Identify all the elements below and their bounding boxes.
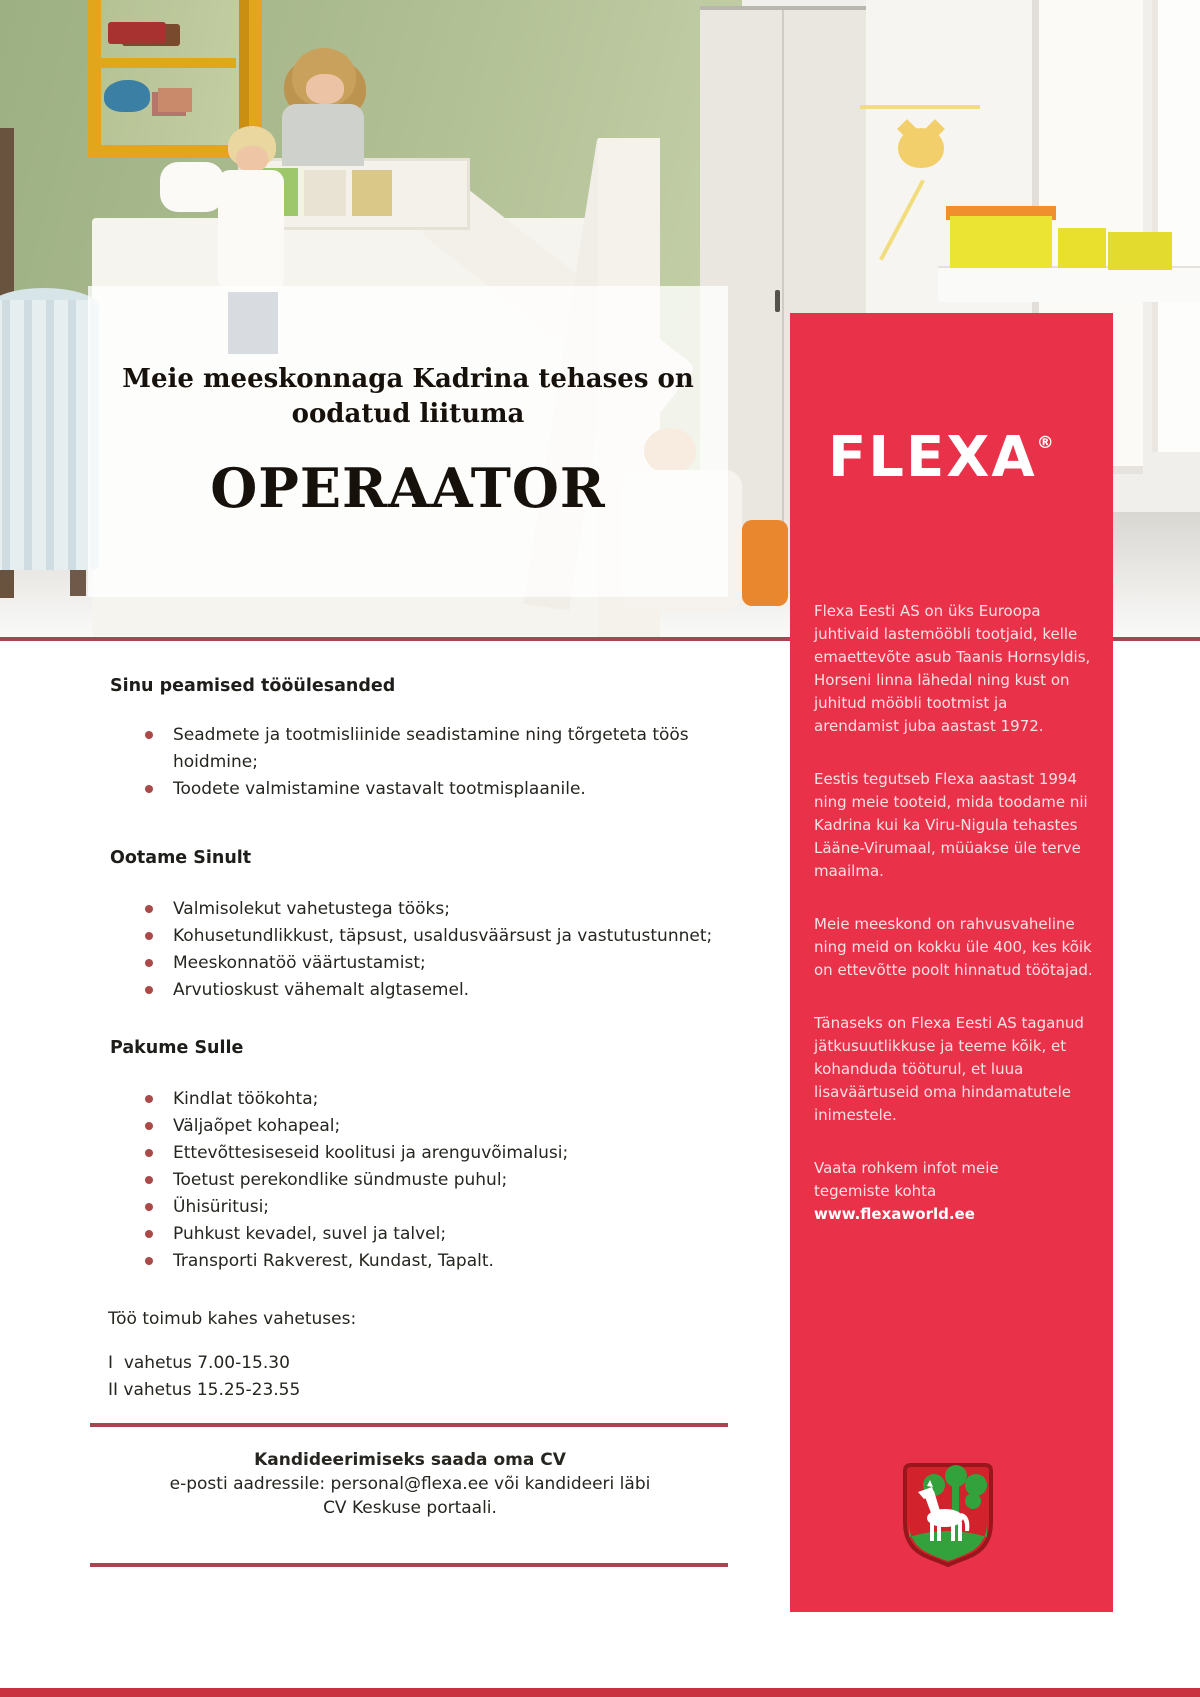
shift-1: I vahetus 7.00-15.30	[108, 1353, 290, 1373]
picture-book	[304, 170, 346, 216]
list-item: Ühisüritusi;	[90, 1194, 740, 1221]
cta-line2: tegemiste kohta	[814, 1182, 937, 1200]
list-item: Toetust perekondlike sündmuste puhul;	[90, 1167, 740, 1194]
shifts-title: Töö toimub kahes vahetuses:	[108, 1309, 357, 1329]
flexa-logo-text: FLEXA	[828, 425, 1037, 490]
storage-box	[1058, 228, 1106, 268]
pillow	[160, 162, 224, 212]
sidebar-paragraph: Meie meeskond on rahvusvaheline ning meid on kokku üle 400, kes kõik on ettevõtte poolt hinnatud töötajad.	[814, 915, 1093, 979]
shifts-block	[90, 1350, 740, 1404]
apply-title: Kandideerimiseks saada oma CV	[254, 1450, 566, 1470]
list-item: Seadmete ja tootmisliinide seadistamine ning tõrgeteta töös hoidmine;	[90, 722, 740, 776]
wardrobe-handle	[775, 290, 780, 312]
red-sidebar	[790, 313, 1113, 1612]
flexa-logo	[828, 413, 1113, 488]
list-item: Väljaõpet kohapeal;	[90, 1113, 740, 1140]
storage-box	[950, 216, 1052, 268]
storage-box	[1108, 232, 1172, 270]
child-in-orange	[742, 520, 788, 606]
page-bottom-bar	[0, 1688, 1200, 1697]
headline	[88, 362, 728, 432]
striped-pouf	[0, 300, 100, 570]
section-heading-expectations: Ootame Sinult	[110, 848, 252, 868]
headline-card	[88, 286, 728, 597]
toy-train	[108, 22, 166, 44]
list-item: Puhkust kevadel, suvel ja talvel;	[90, 1221, 740, 1248]
list-item: Meeskonnatöö väärtustamist;	[90, 950, 740, 977]
expectations-list	[90, 896, 740, 1004]
registered-trademark-icon: ®	[1036, 433, 1054, 453]
section-heading-tasks: Sinu peamised tööülesanded	[110, 676, 396, 696]
picture-book	[352, 170, 392, 216]
offer-list	[90, 1086, 740, 1275]
doodle-line	[860, 105, 980, 109]
job-title: OPERAATOR	[210, 456, 606, 520]
wardrobe-door-gap	[782, 10, 784, 586]
toy-blocks	[158, 88, 192, 112]
apply-line2: e-posti aadressile: personal@flexa.ee või kandideeri läbi	[169, 1474, 651, 1494]
shift-2: II vahetus 15.25-23.55	[108, 1380, 301, 1400]
divider-line	[90, 1563, 728, 1567]
toddler-face	[236, 146, 268, 172]
sidebar-paragraph: Tänaseks on Flexa Eesti AS taganud jätkusuutlikkuse ja teeme kõik, et kohanduda tööturul, et luua lisaväärtuseid oma hindamatutele inimestele.	[814, 1014, 1084, 1124]
list-item: Ettevõttesiseseid koolitusi ja arenguvõimalusi;	[90, 1140, 740, 1167]
tasks-list	[90, 722, 740, 803]
list-item: Valmisolekut vahetustega tööks;	[90, 896, 740, 923]
girl-body	[282, 104, 364, 166]
sidebar-paragraph: Flexa Eesti AS on üks Euroopa juhtivaid lastemööbli tootjaid, kelle emaettevõte asub Taanis Hornsyldis, Horseni linna lähedal ning kust on juhitud mööbli tootmist ja arendamist juba aastast 1972.	[814, 602, 1091, 735]
apply-line3: CV Keskuse portaali.	[323, 1498, 497, 1518]
cta-line1: Vaata rohkem infot meie	[814, 1159, 999, 1177]
headline-line2: oodatud liituma	[291, 399, 525, 429]
section-heading-offer: Pakume Sulle	[110, 1038, 244, 1058]
toy-elephant	[104, 80, 150, 112]
list-item: Toodete valmistamine vastavalt tootmisplaanile.	[90, 776, 740, 803]
window	[1152, 0, 1200, 452]
list-item: Kindlat töökohta;	[90, 1086, 740, 1113]
list-item: Arvutioskust vähemalt algtasemel.	[90, 977, 740, 1004]
headline-line1: Meie meeskonnaga Kadrina tehases on	[122, 364, 694, 394]
list-item: Kohusetundlikkust, täpsust, usaldusväärsust ja vastutustunnet;	[90, 923, 740, 950]
sidebar-paragraph: Eestis tegutseb Flexa aastast 1994 ning meie tooteid, mida toodame nii Kadrina kui ka Viru-Nigula tehastes Lääne-Virumaal, müüakse üle terve maailma.	[814, 770, 1088, 880]
girl-face	[306, 74, 344, 104]
window-bench	[938, 266, 1200, 302]
apply-block	[90, 1448, 730, 1520]
list-item: Transporti Rakverest, Kundast, Tapalt.	[90, 1248, 740, 1275]
website-link[interactable]: www.flexaworld.ee	[814, 1205, 975, 1223]
toddler-body	[218, 170, 284, 292]
shelf-board	[88, 58, 236, 68]
kadrina-coat-of-arms	[902, 1463, 994, 1567]
divider-line	[90, 1423, 728, 1427]
sidebar-cta	[814, 1157, 1095, 1203]
